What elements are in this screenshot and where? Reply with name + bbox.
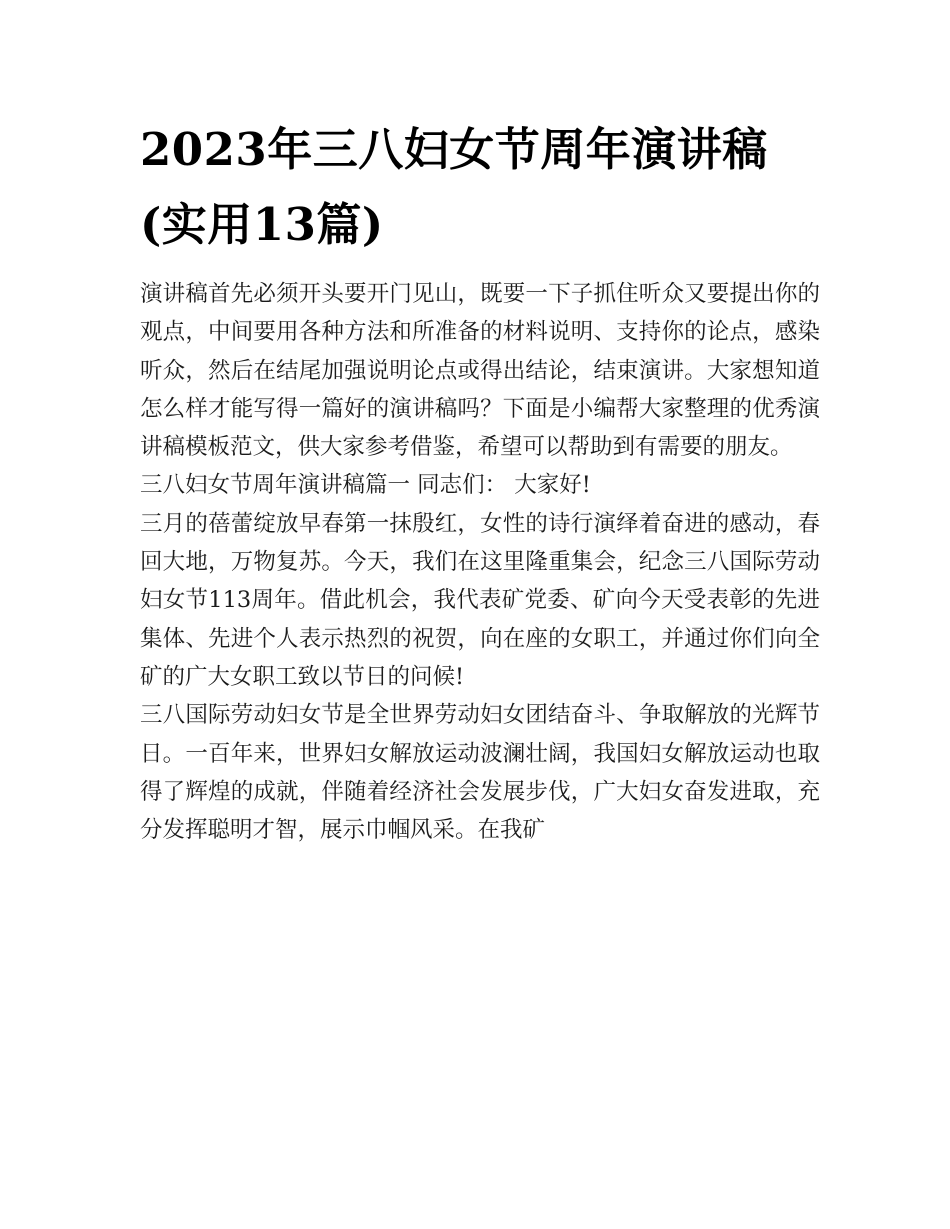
body-paragraph: 三月的蓓蕾绽放早春第一抹殷红，女性的诗行演绎着奋进的感动，春回大地，万物复苏。今天，我们在这里隆重集会，纪念三八国际劳动妇女节113周年。借此机会，我代表矿党委、矿向今天受表彰的先进集体、先进个人表示热烈的祝贺，向在座的女职工，并通过你们向全矿的广大女职工致以节日的问候! [140,510,820,690]
document-content [140,112,820,849]
section-heading-paragraph: 三八妇女节周年演讲稿篇一 同志们： 大家好! [140,472,591,499]
intro-paragraph: 演讲稿首先必须开头要开门见山，既要一下子抓住听众又要提出你的观点，中间要用各种方法和所准备的材料说明、支持你的论点，感染听众，然后在结尾加强说明论点或得出结论，结束演讲。大家想知道怎么样才能写得一篇好的演讲稿吗？下面是小编帮大家整理的优秀演讲稿模板范文，供大家参考借鉴，希望可以帮助到有需要的朋友。 [140,281,820,461]
document-title: 2023年三八妇女节周年演讲稿(实用13篇) [140,123,768,251]
document-body [140,275,820,849]
body-paragraph: 三八国际劳动妇女节是全世界劳动妇女团结奋斗、争取解放的光辉节日。一百年来，世界妇女解放运动波澜壮阔，我国妇女解放运动也取得了辉煌的成就，伴随着经济社会发展步伐，广大妇女奋发进取，充分发挥聪明才智，展示巾帼风采。在我矿 [140,702,820,844]
